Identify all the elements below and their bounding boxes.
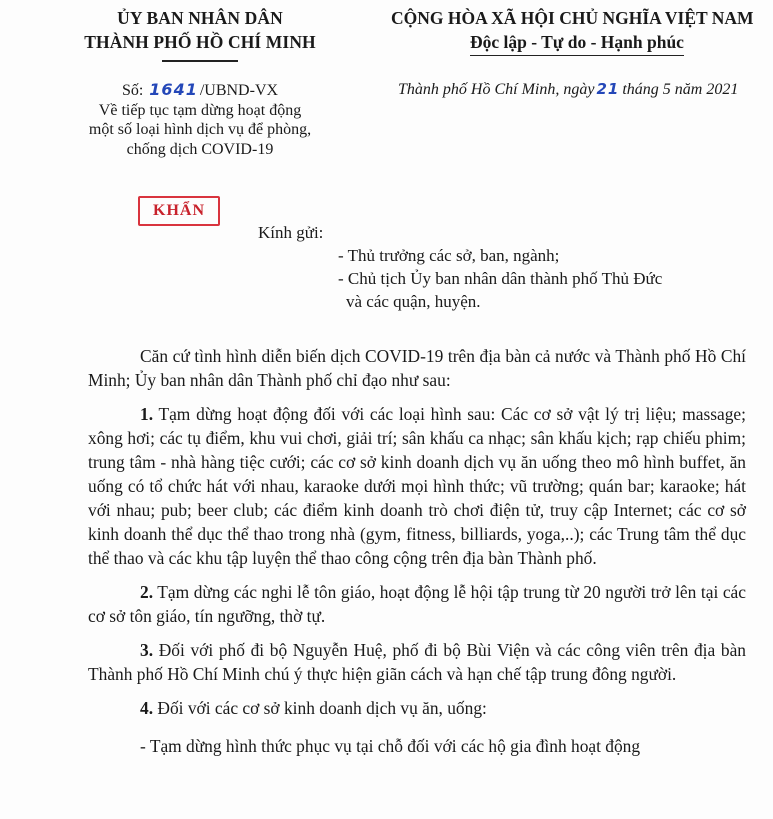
directive-item-1 (88, 402, 746, 570)
document-number (50, 80, 350, 101)
recipient-item: - Thủ trưởng các sở, ban, ngành; (338, 246, 560, 265)
document-body (88, 344, 746, 768)
document-subject (50, 101, 350, 160)
urgent-stamp-label: KHẨN (153, 202, 205, 219)
number-suffix: /UBND-VX (199, 81, 279, 99)
directive-item-2 (88, 580, 746, 628)
intro-paragraph: Căn cứ tình hình diễn biến dịch COVID-19 trên địa bàn cả nước và Thành phố Hồ Chí Minh; Ủy ban nhân dân Thành phố chỉ đạo như sau: (88, 346, 746, 390)
national-heading-block (388, 6, 773, 56)
item-number: 1. (140, 404, 154, 424)
handwritten-number: 1641 (149, 79, 198, 99)
date-suffix: tháng 5 năm 2021 (622, 81, 739, 98)
recipient-item-continuation: và các quận, huyện. (346, 292, 481, 311)
item-text: Tạm dừng các nghi lễ tôn giáo, hoạt động lễ hội tập trung từ 20 người trở lên tại các cơ sở tôn giáo, tín ngưỡng, thờ tự. (88, 582, 746, 626)
directive-item-3 (88, 638, 746, 686)
recipient-item: - Chủ tịch Ủy ban nhân dân thành phố Thủ Đức (338, 269, 663, 288)
issuing-authority-block (50, 6, 350, 159)
divider-rule (162, 60, 238, 62)
recipients-greeting: Kính gửi: (258, 223, 324, 242)
item-number: 2. (140, 582, 154, 602)
handwritten-day: 21 (596, 80, 620, 98)
directive-item-4 (88, 696, 746, 720)
subject-line: Về tiếp tục tạm dừng hoạt động (98, 101, 302, 119)
urgent-stamp (138, 196, 220, 226)
directive-sub-item: - Tạm dừng hình thức phục vụ tại chỗ đối với các hộ gia đình hoạt động (140, 736, 641, 756)
authority-name-line-2: THÀNH PHỐ HỒ CHÍ MINH (84, 32, 316, 52)
item-number: 4. (140, 698, 154, 718)
item-text: Đối với phố đi bộ Nguyễn Huệ, phố đi bộ Bùi Viện và các công viên trên địa bàn Thành phố Hồ Chí Minh chú ý thực hiện giãn cách và hạn chế tập trung đông người. (88, 640, 746, 684)
nation-title: CỘNG HÒA XÃ HỘI CHỦ NGHĨA VIỆT NAM (391, 8, 754, 28)
item-number: 3. (140, 640, 154, 660)
date-prefix: Thành phố Hồ Chí Minh, ngày (398, 81, 595, 98)
issue-date (398, 80, 738, 99)
recipients-list (338, 244, 662, 313)
subject-line: chống dịch COVID-19 (126, 140, 274, 158)
subject-line: một số loại hình dịch vụ để phòng, (88, 121, 312, 138)
item-text: Đối với các cơ sở kinh doanh dịch vụ ăn, uống: (153, 698, 487, 718)
authority-name-line-1: ỦY BAN NHÂN DÂN (117, 8, 283, 28)
recipients-block (258, 221, 662, 313)
national-motto: Độc lập - Tự do - Hạnh phúc (470, 30, 684, 56)
item-text: Tạm dừng hoạt động đối với các loại hình sau: Các cơ sở vật lý trị liệu; massage; xông hơi; các tụ điểm, khu vui chơi, giải trí; sân khấu ca nhạc; sân khấu kịch; rạp chiếu phim; trung tâm - nhà hàng tiệc cưới; các cơ sở kinh doanh dịch vụ ăn uống theo mô hình buffet, ăn uống có tổ chức hát với nhau, karaoke dưới mọi hình thức; vũ trường; quán bar; karaoke; hát với nhau; pub; beer club; các điểm kinh doanh trò chơi điện tử, truy cập Internet; các cơ sở kinh doanh thể dục thể thao trong nhà (gym, fitness, billiards, yoga,..); các Trung tâm thể dục thể thao và các khu tập luyện thể thao công cộng trên địa bàn Thành phố. (88, 404, 746, 568)
number-prefix: Số: (121, 81, 144, 99)
